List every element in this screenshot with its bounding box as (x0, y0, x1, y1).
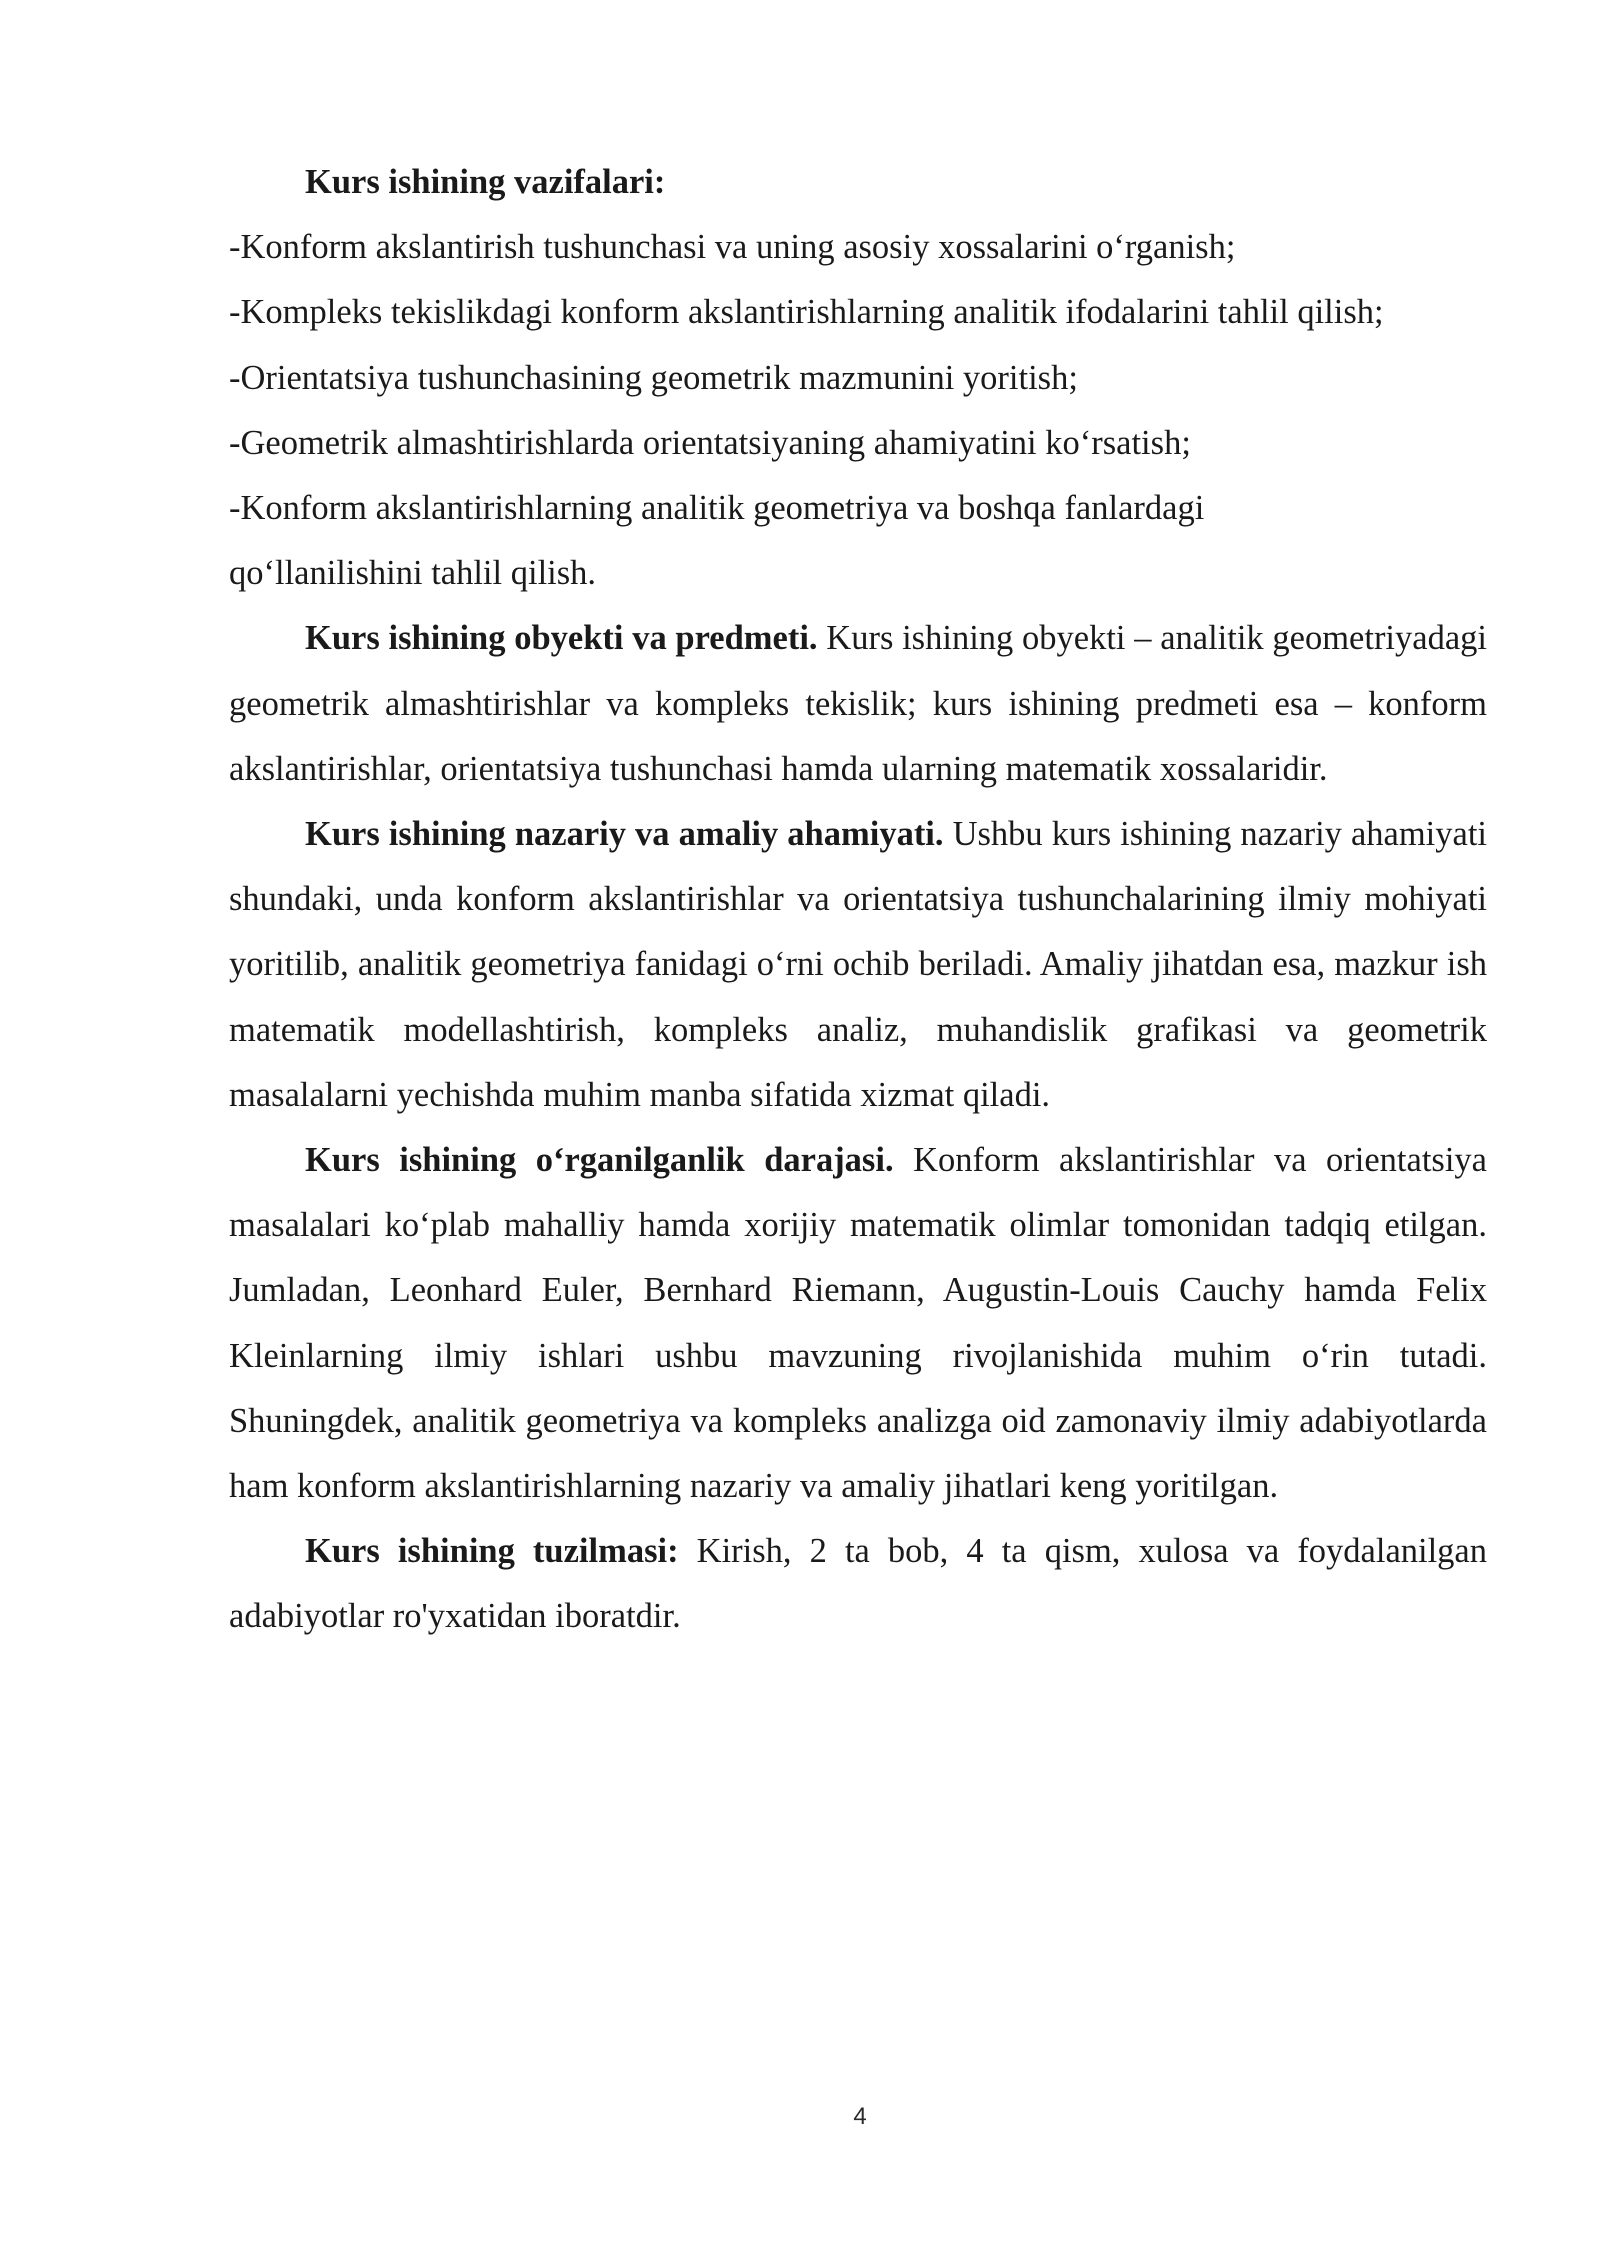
tasks-heading: Kurs ishining vazifalari: (305, 163, 666, 201)
task-item-3: -Orientatsiya tushunchasining geometrik mazmunini yoritish; (229, 358, 1078, 397)
structure-text: Kirish, 2 ta bob, 4 ta qism, xulosa va foydalanilgan adabiyotlar ro'yxatidan iboratdir. (229, 1532, 1487, 1636)
structure-paragraph (229, 1519, 1487, 1649)
object-subject-label: Kurs ishining obyekti va predmeti. (305, 619, 818, 658)
significance-text: Ushbu kurs ishining nazariy ahamiyati shundaki, unda konform akslantirishlar va orientatsiya tushunchalarining ilmiy mohiyati yoritilib, analitik geometriya fanidagi o‘rni ochib beriladi. Amaliy jihatdan esa, mazkur ish matematik modellashtirish, kompleks analiz, muhandislik grafikasi va geometrik masalalarni yechishda muhim manba sifatida xizmat qiladi. (229, 815, 1487, 1114)
significance-paragraph (229, 802, 1487, 1128)
structure-label: Kurs ishining tuzilmasi: (305, 1532, 679, 1571)
task-item-4: -Geometrik almashtirishlarda orientatsiyaning ahamiyatini ko‘rsatish; (229, 423, 1191, 462)
object-subject-paragraph (229, 606, 1487, 802)
document-body (229, 150, 1487, 1650)
page-number: 4 (853, 2103, 867, 2130)
task-item-5: -Konform akslantirishlarning analitik geometriya va boshqa fanlardagi qo‘llanilishini tahlil qilish. (229, 489, 1205, 593)
object-subject-text: Kurs ishining obyekti – analitik geometriyadagi geometrik almashtirishlar va kompleks tekislik; kurs ishining predmeti esa – konform akslantirishlar, orientatsiya tushunchasi hamda ularning matematik xossalaridir. (229, 619, 1487, 788)
significance-label: Kurs ishining nazariy va amaliy ahamiyati. (305, 815, 944, 854)
task-item-1: -Konform akslantirish tushunchasi va uning asosiy xossalarini o‘rganish; (229, 228, 1236, 267)
task-item-2: -Kompleks tekislikdagi konform akslantirishlarning analitik ifodalarini tahlil qilish; (229, 293, 1384, 332)
study-level-text: Konform akslantirishlar va orientatsiya masalalari ko‘plab mahalliy hamda xorijiy matematik olimlar tomonidan tadqiq etilgan. Jumladan, Leonhard Euler, Bernhard Riemann, Augustin-Louis Cauchy hamda Felix Kleinlarning ilmiy ishlari ushbu mavzuning rivojlanishida muhim o‘rin tutadi. Shuningdek, analitik geometriya va kompleks analizga oid zamonaviy ilmiy adabiyotlarda ham konform akslantirishlarning nazariy va amaliy jihatlari keng yoritilgan. (229, 1141, 1487, 1506)
study-level-paragraph (229, 1128, 1487, 1519)
study-level-label: Kurs ishining o‘rganilganlik darajasi. (305, 1141, 894, 1180)
